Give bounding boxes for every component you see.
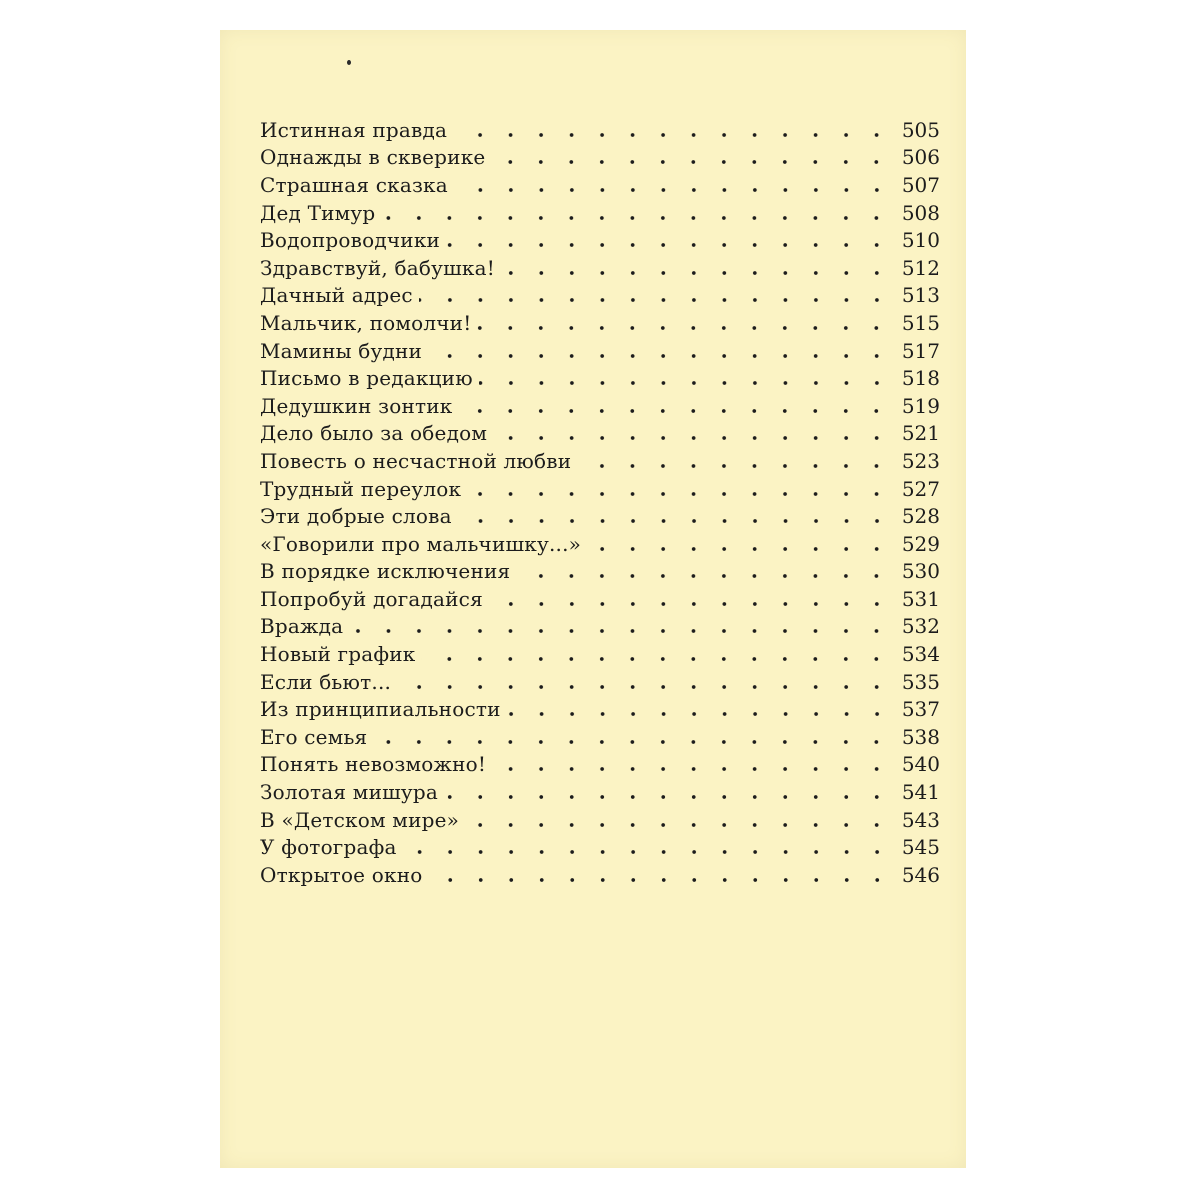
- toc-entry: [260, 364, 940, 392]
- toc-dot-leader: [492, 763, 892, 775]
- toc-entry: [260, 392, 940, 420]
- toc-entry: [260, 171, 940, 199]
- toc-entry-page-number: 530: [901, 559, 940, 584]
- toc-entry: [260, 199, 940, 227]
- toc-entry-title: Дело было за обедом: [260, 421, 488, 446]
- toc-entry-page-number: 506: [901, 145, 940, 170]
- toc-entry-page-number: 519: [901, 393, 940, 418]
- toc-dot-leader: [493, 432, 892, 444]
- toc-entry-title: Страшная сказка: [260, 172, 448, 197]
- toc-entry-title: Открытое окно: [260, 862, 423, 887]
- toc-dot-leader: [577, 460, 892, 472]
- toc-entry: [260, 144, 940, 172]
- toc-entry-title: Письмо в редакцию: [260, 366, 473, 391]
- toc-dot-leader: [465, 819, 892, 831]
- toc-entry-page-number: 521: [901, 421, 940, 446]
- toc-entry-page-number: 523: [901, 448, 940, 473]
- toc-entry-title: Дед Тимур: [260, 200, 376, 225]
- toc-entry-page-number: 517: [901, 338, 940, 363]
- toc-entry: [260, 530, 940, 558]
- toc-dot-leader: [381, 212, 892, 224]
- toc-entry-page-number: 527: [901, 476, 940, 501]
- toc-entry-title: Мамины будни: [260, 338, 423, 363]
- toc-entry-page-number: 543: [901, 807, 940, 832]
- toc-dot-leader: [373, 736, 892, 748]
- toc-entry-title: Водопроводчики: [260, 228, 441, 253]
- toc-dot-leader: [429, 874, 893, 886]
- toc-dot-leader: [516, 570, 892, 582]
- toc-entry-title: Золотая мишура: [260, 780, 438, 805]
- toc-entry-title: У фотографа: [260, 835, 397, 860]
- toc-entry-page-number: 529: [901, 531, 940, 556]
- toc-dot-leader: [458, 515, 892, 527]
- toc-entry: [260, 475, 940, 503]
- toc-entry-page-number: 505: [901, 117, 940, 142]
- toc-entry: [260, 337, 940, 365]
- toc-entry-page-number: 512: [901, 255, 940, 280]
- toc-entry-title: Трудный переулок: [260, 476, 462, 501]
- toc-entry-title: Мальчик, помолчи!: [260, 310, 472, 335]
- toc-entry-title: «Говорили про мальчишку...»: [260, 531, 582, 556]
- toc-entry: [260, 420, 940, 448]
- toc-dot-leader: [501, 267, 892, 279]
- toc-dot-leader: [587, 543, 892, 555]
- toc-entry-title: Однажды в скверике: [260, 145, 486, 170]
- toc-entry-page-number: 545: [901, 835, 940, 860]
- toc-dot-leader: [403, 846, 892, 858]
- toc-entry-title: Повесть о несчастной любви: [260, 448, 572, 473]
- toc-dot-leader: [446, 239, 892, 251]
- toc-entry-title: Эти добрые слова: [260, 504, 452, 529]
- toc-entry-title: Новый график: [260, 642, 416, 667]
- toc-dot-leader: [489, 598, 892, 610]
- toc-entry: [260, 447, 940, 475]
- toc-entry: [260, 861, 940, 889]
- toc-entry-page-number: 507: [901, 172, 940, 197]
- table-of-contents: [260, 116, 940, 889]
- toc-dot-leader: [349, 625, 892, 637]
- toc-dot-leader: [507, 708, 892, 720]
- toc-entry: [260, 613, 940, 641]
- toc-entry-page-number: 528: [901, 504, 940, 529]
- toc-entry-page-number: 541: [901, 780, 940, 805]
- toc-entry-page-number: 513: [901, 283, 940, 308]
- toc-entry-title: Его семья: [260, 724, 368, 749]
- ink-speck: [347, 60, 351, 65]
- toc-entry: [260, 309, 940, 337]
- toc-entry-page-number: 546: [901, 862, 940, 887]
- toc-entry-page-number: 510: [901, 228, 940, 253]
- toc-entry: [260, 502, 940, 530]
- toc-entry-title: Если бьют...: [260, 669, 392, 694]
- toc-entry: [260, 668, 940, 696]
- toc-entry-title: Дачный адрес: [260, 283, 413, 308]
- toc-entry-title: Понять невозможно!: [260, 752, 487, 777]
- toc-entry-title: Вражда: [260, 614, 344, 639]
- toc-entry: [260, 778, 940, 806]
- toc-entry-page-number: 535: [901, 669, 940, 694]
- toc-entry: [260, 116, 940, 144]
- toc-entry: [260, 723, 940, 751]
- toc-dot-leader: [397, 681, 892, 693]
- toc-entry-page-number: 537: [901, 697, 940, 722]
- toc-dot-leader: [428, 350, 892, 362]
- toc-entry-page-number: 538: [901, 724, 940, 749]
- book-page: [220, 30, 966, 1168]
- toc-entry-page-number: 518: [901, 366, 940, 391]
- toc-entry: [260, 254, 940, 282]
- toc-dot-leader: [477, 322, 892, 334]
- toc-entry: [260, 833, 940, 861]
- toc-entry: [260, 806, 940, 834]
- toc-entry: [260, 695, 940, 723]
- toc-entry-page-number: 532: [901, 614, 940, 639]
- toc-dot-leader: [421, 653, 892, 665]
- toc-entry: [260, 585, 940, 613]
- toc-entry-page-number: 534: [901, 642, 940, 667]
- toc-entry: [260, 558, 940, 586]
- toc-entry-title: В порядке исключения: [260, 559, 511, 584]
- toc-entry-page-number: 531: [901, 586, 940, 611]
- toc-dot-leader: [419, 294, 892, 306]
- toc-dot-leader: [444, 791, 892, 803]
- toc-entry-title: Попробуй догадайся: [260, 586, 483, 611]
- toc-entry-page-number: 540: [901, 752, 940, 777]
- toc-entry-page-number: 508: [901, 200, 940, 225]
- toc-entry: [260, 282, 940, 310]
- toc-entry: [260, 751, 940, 779]
- toc-entry-title: Истинная правда: [260, 117, 448, 142]
- toc-entry: [260, 640, 940, 668]
- toc-dot-leader: [458, 405, 892, 417]
- toc-dot-leader: [479, 377, 892, 389]
- toc-dot-leader: [453, 129, 892, 141]
- toc-entry: [260, 226, 940, 254]
- toc-dot-leader: [491, 156, 892, 168]
- toc-entry-page-number: 515: [901, 310, 940, 335]
- toc-dot-leader: [454, 184, 892, 196]
- toc-entry-title: В «Детском мире»: [260, 807, 460, 832]
- toc-entry-title: Здравствуй, бабушка!: [260, 255, 495, 280]
- toc-entry-title: Из принципиальности: [260, 697, 501, 722]
- toc-entry-title: Дедушкин зонтик: [260, 393, 453, 418]
- toc-dot-leader: [467, 488, 892, 500]
